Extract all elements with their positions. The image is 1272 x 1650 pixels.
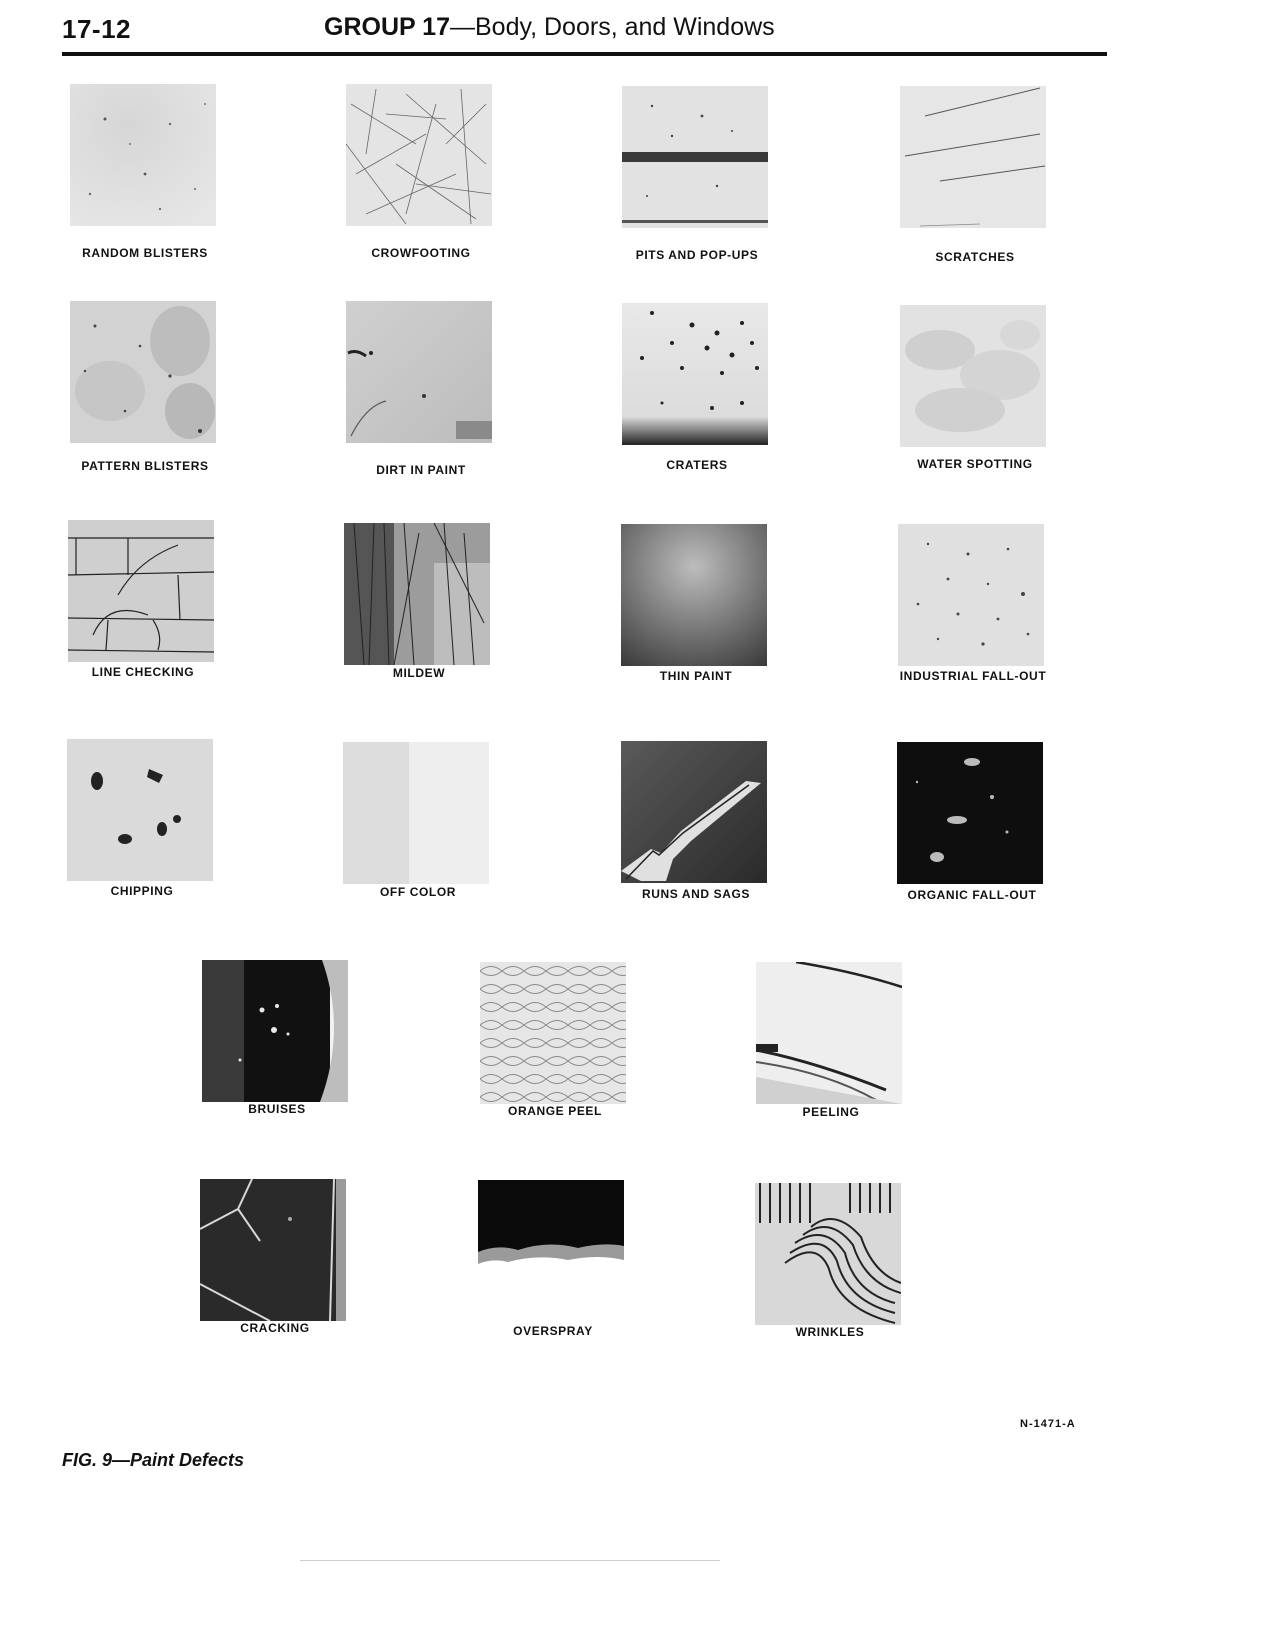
defect-label: RUNS AND SAGS bbox=[641, 887, 751, 901]
line-checking-photo bbox=[68, 520, 214, 662]
defect-label: SCRATCHES bbox=[935, 250, 1015, 264]
industrial-fall-out-photo bbox=[898, 524, 1044, 666]
thin-paint-photo bbox=[621, 524, 767, 666]
defect-label: DIRT IN PAINT bbox=[376, 463, 466, 477]
organic-fall-out-photo bbox=[897, 742, 1043, 884]
defect-label: CRACKING bbox=[240, 1321, 310, 1335]
bruises-photo bbox=[202, 960, 348, 1102]
defect-label: INDUSTRIAL FALL-OUT bbox=[899, 669, 1047, 683]
page-header bbox=[62, 10, 1107, 56]
wrinkles-photo bbox=[755, 1183, 901, 1325]
off-color-photo bbox=[343, 742, 489, 884]
defect-label: BRUISES bbox=[248, 1102, 306, 1116]
defect-label: PITS AND POP-UPS bbox=[635, 248, 759, 262]
defect-label: PATTERN BLISTERS bbox=[81, 459, 209, 473]
defect-label: PEELING bbox=[802, 1105, 860, 1119]
chipping-photo bbox=[67, 739, 213, 881]
craters-photo bbox=[622, 303, 768, 445]
defect-label: MILDEW bbox=[392, 666, 446, 680]
defect-label: WRINKLES bbox=[795, 1325, 865, 1339]
defect-label: CHIPPING bbox=[110, 884, 174, 898]
defect-label: CROWFOOTING bbox=[371, 246, 471, 260]
group-subtitle: —Body, Doors, and Windows bbox=[449, 13, 775, 41]
defect-label: THIN PAINT bbox=[659, 669, 733, 683]
defect-label: ORGANIC FALL-OUT bbox=[907, 888, 1037, 902]
pattern-blisters-photo bbox=[70, 301, 216, 443]
peeling-photo bbox=[756, 962, 902, 1104]
runs-and-sags-photo bbox=[621, 741, 767, 883]
defect-label: ORANGE PEEL bbox=[508, 1104, 602, 1118]
figure-code: N-1471-A bbox=[1020, 1418, 1076, 1430]
pits-and-pop-ups-photo bbox=[622, 86, 768, 228]
defect-label: OVERSPRAY bbox=[513, 1324, 593, 1338]
cracking-photo bbox=[200, 1179, 346, 1321]
defect-label: LINE CHECKING bbox=[91, 665, 195, 679]
defect-label: CRATERS bbox=[666, 458, 728, 472]
defect-label: OFF COLOR bbox=[379, 885, 457, 899]
footer-rule bbox=[300, 1560, 720, 1561]
figure-caption: FIG. 9—Paint Defects bbox=[62, 1450, 245, 1470]
crowfooting-photo bbox=[346, 84, 492, 226]
defect-label: RANDOM BLISTERS bbox=[82, 246, 208, 260]
orange-peel-photo bbox=[480, 962, 626, 1104]
overspray-photo bbox=[478, 1180, 624, 1322]
random-blisters-photo bbox=[70, 84, 216, 226]
water-spotting-photo bbox=[900, 305, 1046, 447]
group-title bbox=[324, 13, 775, 42]
group-label: GROUP 17 bbox=[324, 13, 450, 41]
scratches-photo bbox=[900, 86, 1046, 228]
header-rule bbox=[62, 52, 1107, 56]
dirt-in-paint-photo bbox=[346, 301, 492, 443]
mildew-photo bbox=[344, 523, 490, 665]
page-number: 17-12 bbox=[62, 14, 131, 44]
defect-label: WATER SPOTTING bbox=[917, 457, 1033, 471]
